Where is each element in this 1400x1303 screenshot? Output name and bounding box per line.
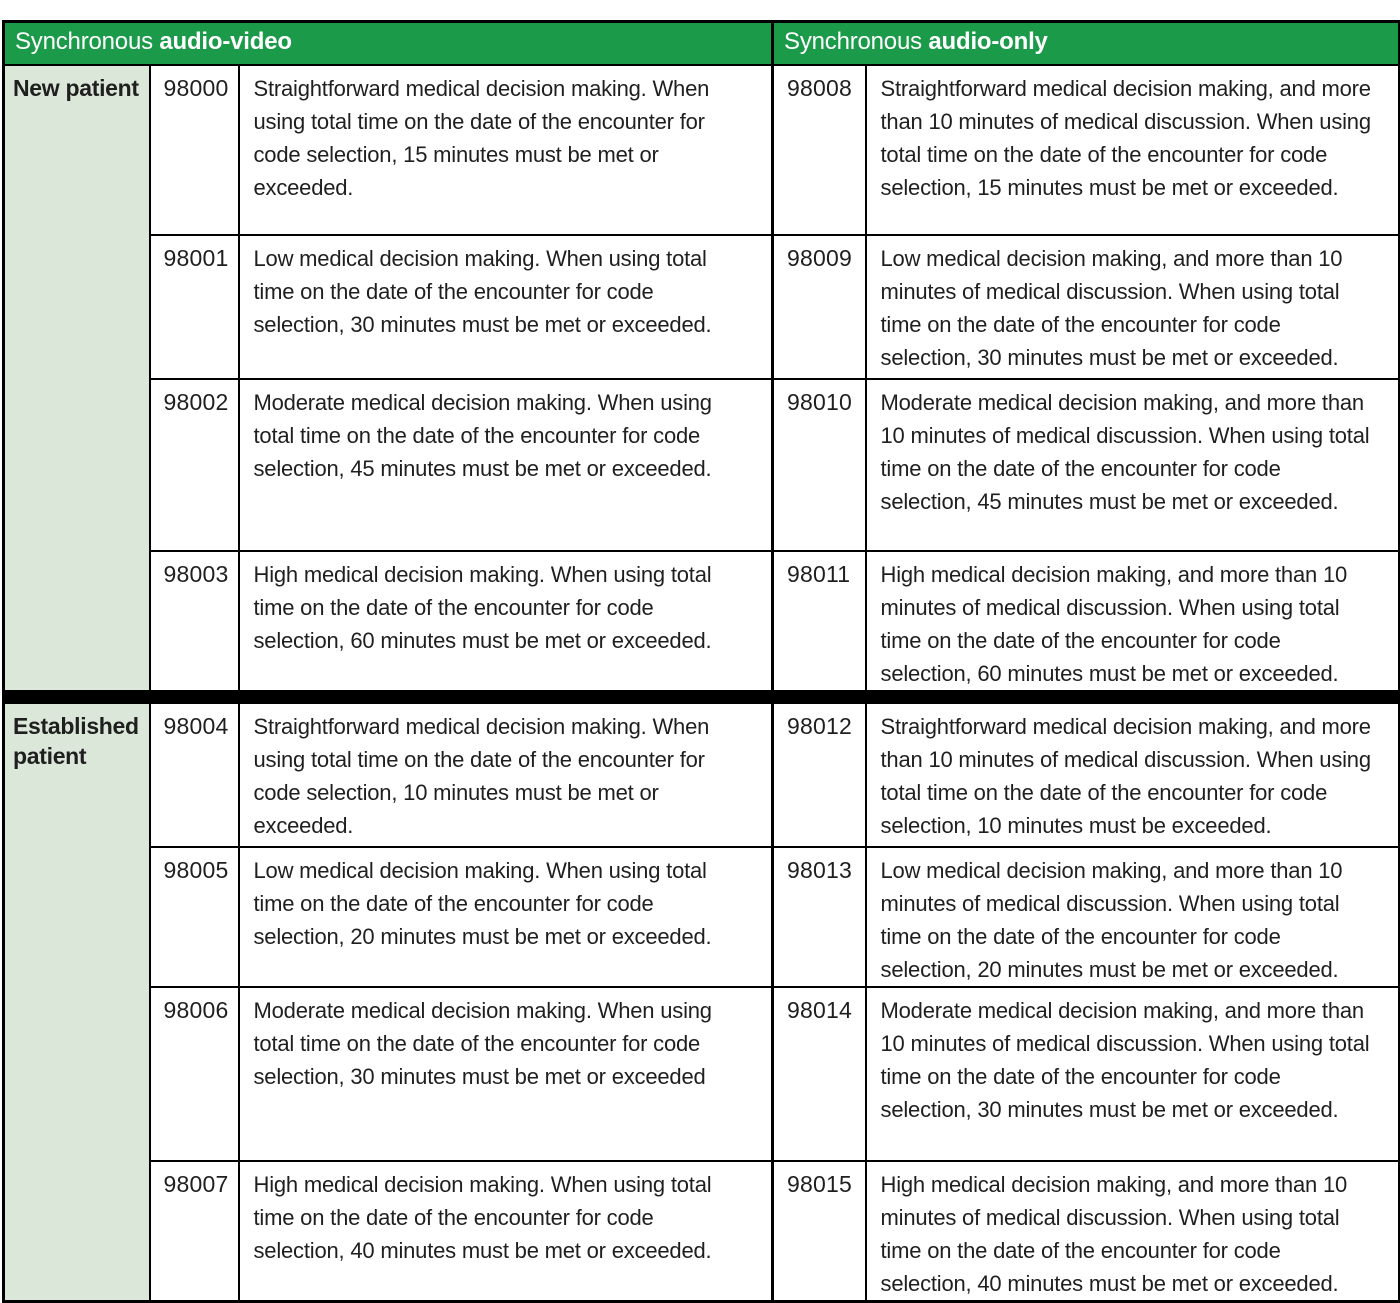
table-row xyxy=(4,703,1400,847)
table-row xyxy=(4,551,1400,691)
code-description: High medical decision making. When using total time on the date of the encounter for code selection, 60 minutes must be met or exceeded. xyxy=(239,551,773,691)
code-description: High medical decision making. When using total time on the date of the encounter for code selection, 40 minutes must be met or exceeded. xyxy=(239,1161,773,1302)
code-description: Low medical decision making. When using total time on the date of the encounter for code selection, 30 minutes must be met or exceeded. xyxy=(239,235,773,379)
cpt-code: 98015 xyxy=(773,1161,866,1302)
code-description: Straightforward medical decision making. When using total time on the date of the encounter for code selection, 10 minutes must be met or exceeded. xyxy=(239,703,773,847)
cpt-code: 98008 xyxy=(773,65,866,235)
table-row xyxy=(4,1161,1400,1302)
table-row xyxy=(4,847,1400,987)
code-description: Low medical decision making, and more than 10 minutes of medical discussion. When using total time on the date of the encounter for code selection, 20 minutes must be met or exceeded. xyxy=(866,847,1400,987)
code-description: Straightforward medical decision making. When using total time on the date of the encounter for code selection, 15 minutes must be met or exceeded. xyxy=(239,65,773,235)
section-divider-bar xyxy=(4,691,1400,703)
code-description: High medical decision making, and more than 10 minutes of medical discussion. When using total time on the date of the encounter for code selection, 60 minutes must be met or exceeded. xyxy=(866,551,1400,691)
table-row xyxy=(4,379,1400,551)
header-emphasis: audio-video xyxy=(159,28,292,56)
cpt-code: 98009 xyxy=(773,235,866,379)
cpt-code: 98005 xyxy=(150,847,239,987)
cpt-code-table xyxy=(2,20,1400,1303)
patient-type-label-established: Established patient xyxy=(4,703,150,1302)
code-description: High medical decision making, and more than 10 minutes of medical discussion. When using total time on the date of the encounter for code selection, 40 minutes must be met or exceeded. xyxy=(866,1161,1400,1302)
cpt-code: 98012 xyxy=(773,703,866,847)
cpt-code: 98014 xyxy=(773,987,866,1161)
table-row xyxy=(4,987,1400,1161)
code-description: Moderate medical decision making, and more than 10 minutes of medical discussion. When using total time on the date of the encounter for code selection, 30 minutes must be met or exceeded. xyxy=(866,987,1400,1161)
cpt-code: 98011 xyxy=(773,551,866,691)
cpt-code: 98007 xyxy=(150,1161,239,1302)
table-row xyxy=(4,235,1400,379)
cpt-code: 98000 xyxy=(150,65,239,235)
code-description: Low medical decision making. When using total time on the date of the encounter for code selection, 20 minutes must be met or exceeded. xyxy=(239,847,773,987)
header-audio-only xyxy=(773,22,1400,65)
code-description: Straightforward medical decision making, and more than 10 minutes of medical discussion. When using total time on the date of the encounter for code selection, 10 minutes must be exceeded. xyxy=(866,703,1400,847)
header-emphasis: audio-only xyxy=(928,28,1048,56)
cpt-code: 98004 xyxy=(150,703,239,847)
cpt-code: 98001 xyxy=(150,235,239,379)
code-description: Low medical decision making, and more than 10 minutes of medical discussion. When using total time on the date of the encounter for code selection, 30 minutes must be met or exceeded. xyxy=(866,235,1400,379)
code-description: Moderate medical decision making, and more than 10 minutes of medical discussion. When using total time on the date of the encounter for code selection, 45 minutes must be met or exceeded. xyxy=(866,379,1400,551)
section-divider xyxy=(4,691,1400,703)
cpt-code: 98013 xyxy=(773,847,866,987)
header-prefix: Synchronous xyxy=(784,28,929,56)
cpt-code: 98010 xyxy=(773,379,866,551)
header-audio-video xyxy=(4,22,773,65)
cpt-code: 98003 xyxy=(150,551,239,691)
code-description: Moderate medical decision making. When using total time on the date of the encounter for code selection, 30 minutes must be met or exceeded xyxy=(239,987,773,1161)
cpt-code: 98002 xyxy=(150,379,239,551)
patient-type-label-new: New patient xyxy=(4,65,150,691)
code-description: Straightforward medical decision making, and more than 10 minutes of medical discussion. When using total time on the date of the encounter for code selection, 15 minutes must be met or exceeded. xyxy=(866,65,1400,235)
code-description: Moderate medical decision making. When using total time on the date of the encounter for code selection, 45 minutes must be met or exceeded. xyxy=(239,379,773,551)
header-prefix: Synchronous xyxy=(15,28,160,56)
header-row xyxy=(4,22,1400,65)
table-row xyxy=(4,65,1400,235)
cpt-code: 98006 xyxy=(150,987,239,1161)
